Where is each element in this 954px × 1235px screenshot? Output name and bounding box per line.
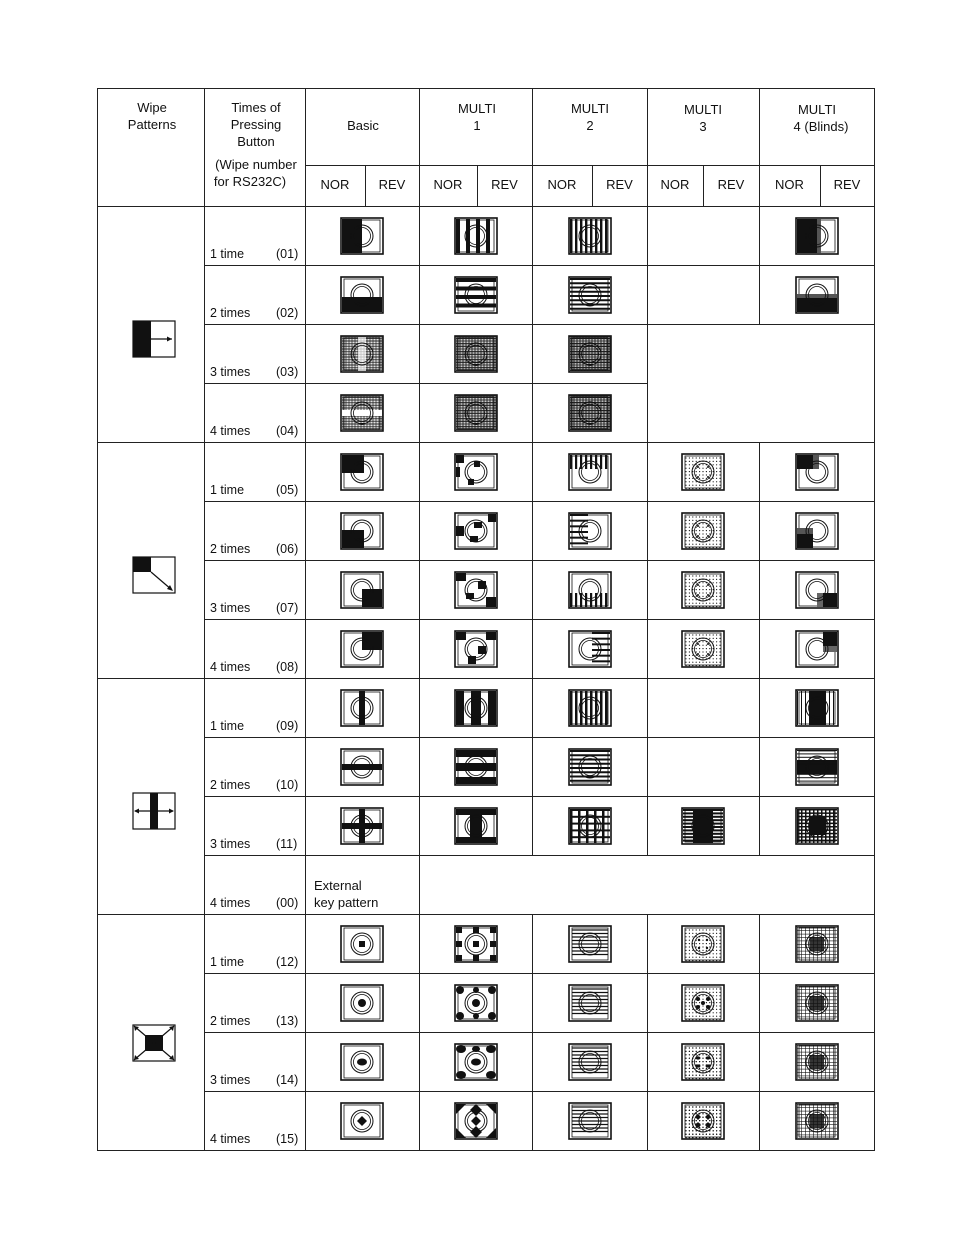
grid-line: [759, 796, 760, 856]
row-divider: [204, 560, 875, 561]
grid-line: [647, 678, 648, 738]
row-divider: [204, 383, 648, 384]
wipe-thumbnail: [340, 335, 384, 373]
wipe-thumbnail: [795, 748, 839, 786]
times-label: 3 times: [210, 1073, 251, 1087]
wipe-patterns-header: Patterns: [127, 117, 177, 132]
grid-line: [647, 501, 648, 561]
multi2-header: MULTI: [570, 101, 610, 116]
grid-line: [647, 914, 648, 974]
nor-header: NOR: [320, 177, 350, 192]
rev-header: REV: [606, 177, 633, 192]
row-divider: [204, 855, 875, 856]
wipe-thumbnail: [795, 1043, 839, 1081]
wipe-thumbnail: [568, 1043, 612, 1081]
grid-line: [647, 206, 648, 266]
wipe-number-label: (03): [276, 365, 299, 379]
wipe-thumbnail: [340, 925, 384, 963]
rev-header: REV: [833, 177, 861, 192]
wipe-thumbnail: [568, 217, 612, 255]
times-label: 3 times: [210, 837, 251, 851]
wipe-thumbnail: [340, 748, 384, 786]
wipe-thumbnail: [340, 689, 384, 727]
wipe-thumbnail: [681, 453, 725, 491]
header-divider: [305, 165, 875, 166]
rev-header: REV: [491, 177, 518, 192]
times-label: 1 time: [210, 955, 245, 969]
grid-line: [647, 324, 648, 384]
external-key-label: External: [314, 878, 362, 893]
wipe-number-label: (14): [276, 1073, 299, 1087]
nor-header: NOR: [547, 177, 577, 192]
box-wipe-icon: [132, 1024, 176, 1062]
wipe-thumbnail: [568, 453, 612, 491]
nor-header: NOR: [660, 177, 690, 192]
grid-line: [759, 442, 760, 502]
grid-line: [419, 265, 420, 325]
row-divider: [204, 324, 875, 325]
wipe-thumbnail: [340, 1102, 384, 1140]
grid-line: [419, 973, 420, 1033]
grid-line: [759, 973, 760, 1033]
times-header: for RS232C): [213, 174, 287, 189]
multi1-header: 1: [473, 118, 481, 133]
grid-line: [647, 560, 648, 620]
grid-line: [759, 501, 760, 561]
multi2-header: 2: [586, 118, 594, 133]
wipe-thumbnail: [340, 630, 384, 668]
grid-line: [419, 678, 420, 738]
grid-line: [759, 914, 760, 974]
grid-line: [419, 1091, 420, 1151]
external-key-label: key pattern: [314, 895, 379, 910]
wipe-thumbnail: [568, 748, 612, 786]
grid-line: [419, 1032, 420, 1092]
times-label: 2 times: [210, 1014, 251, 1028]
wipe-number-label: (13): [276, 1014, 299, 1028]
wipe-thumbnail: [568, 925, 612, 963]
times-header: Times of: [231, 100, 281, 115]
wipe-number-label: (00): [276, 896, 299, 910]
grid-line: [532, 914, 533, 974]
rev-header: REV: [717, 177, 745, 192]
grid-line: [647, 619, 648, 679]
wipe-thumbnail: [454, 925, 498, 963]
times-header: Pressing: [230, 117, 282, 132]
wipe-thumbnail: [454, 748, 498, 786]
times-header: (Wipe number: [215, 157, 297, 172]
wipe-number-label: (07): [276, 601, 299, 615]
grid-line: [532, 324, 533, 384]
wipe-thumbnail: [681, 807, 725, 845]
wipe-number-label: (15): [276, 1132, 299, 1146]
wipe-thumbnail: [795, 1102, 839, 1140]
multi3-header: 3: [699, 119, 707, 134]
wipe-thumbnail: [454, 512, 498, 550]
times-label: 4 times: [210, 660, 251, 674]
wipe-thumbnail: [681, 571, 725, 609]
grid-line: [305, 206, 306, 1151]
wipe-pattern-table: [97, 88, 874, 1150]
grid-line: [419, 796, 420, 856]
wipe-thumbnail: [568, 512, 612, 550]
wipe-thumbnail: [454, 217, 498, 255]
grid-line: [647, 737, 648, 797]
grid-line: [647, 1091, 648, 1151]
multi3-header: MULTI: [683, 102, 723, 117]
grid-line: [759, 737, 760, 797]
grid-line: [532, 206, 533, 266]
grid-line: [532, 265, 533, 325]
times-label: 4 times: [210, 896, 251, 910]
grid-line: [419, 560, 420, 620]
horizontal-wipe-icon: [132, 320, 176, 358]
times-label: 2 times: [210, 542, 251, 556]
wipe-thumbnail: [795, 925, 839, 963]
wipe-number-label: (11): [276, 837, 298, 851]
grid-line: [419, 383, 420, 443]
grid-line: [647, 383, 648, 443]
grid-line: [647, 265, 648, 325]
times-label: 1 time: [210, 719, 245, 733]
wipe-thumbnail: [340, 217, 384, 255]
grid-line: [532, 1032, 533, 1092]
times-label: 4 times: [210, 1132, 251, 1146]
grid-line: [532, 619, 533, 679]
table-left-border: [97, 88, 98, 1151]
wipe-thumbnail: [454, 984, 498, 1022]
wipe-thumbnail: [454, 1043, 498, 1081]
row-divider: [204, 1032, 875, 1033]
grid-line: [419, 914, 420, 974]
grid-line: [532, 442, 533, 502]
wipe-thumbnail: [454, 571, 498, 609]
wipe-number-label: (09): [276, 719, 299, 733]
grid-line: [532, 383, 533, 443]
split-wipe-icon: [132, 792, 176, 830]
multi4-header: MULTI: [797, 102, 837, 117]
wipe-number-label: (08): [276, 660, 299, 674]
grid-line: [532, 501, 533, 561]
wipe-thumbnail: [681, 1102, 725, 1140]
grid-line: [532, 678, 533, 738]
grid-line: [532, 1091, 533, 1151]
wipe-thumbnail: [795, 453, 839, 491]
row-divider: [204, 796, 875, 797]
corner-wipe-icon: [132, 556, 176, 594]
row-divider: [204, 973, 875, 974]
grid-line: [759, 1091, 760, 1151]
wipe-thumbnail: [681, 984, 725, 1022]
wipe-thumbnail: [568, 984, 612, 1022]
wipe-thumbnail: [454, 335, 498, 373]
grid-line: [759, 265, 760, 325]
row-divider: [204, 1091, 875, 1092]
rev-header: REV: [378, 177, 406, 192]
multi4-header: 4 (Blinds): [793, 119, 849, 134]
wipe-number-label: (06): [276, 542, 299, 556]
wipe-thumbnail: [795, 689, 839, 727]
grid-line: [532, 973, 533, 1033]
grid-line: [532, 737, 533, 797]
grid-line: [419, 737, 420, 797]
row-divider: [204, 737, 875, 738]
times-label: 4 times: [210, 424, 251, 438]
grid-line: [419, 206, 420, 266]
row-divider: [204, 265, 875, 266]
times-header: Button: [237, 134, 275, 149]
wipe-thumbnail: [795, 571, 839, 609]
times-label: 2 times: [210, 306, 251, 320]
wipe-thumbnail: [681, 512, 725, 550]
grid-line: [532, 796, 533, 856]
wipe-patterns-header: Wipe: [137, 100, 167, 115]
wipe-thumbnail: [568, 807, 612, 845]
grid-line: [419, 619, 420, 679]
grid-line: [419, 855, 420, 915]
wipe-thumbnail: [340, 276, 384, 314]
nor-header: NOR: [433, 177, 463, 192]
grid-line: [419, 501, 420, 561]
wipe-thumbnail: [795, 217, 839, 255]
wipe-thumbnail: [454, 1102, 498, 1140]
wipe-thumbnail: [795, 807, 839, 845]
grid-line: [419, 442, 420, 502]
wipe-thumbnail: [454, 807, 498, 845]
grid-line: [759, 560, 760, 620]
grid-line: [647, 796, 648, 856]
wipe-number-label: (05): [276, 483, 299, 497]
wipe-thumbnail: [454, 689, 498, 727]
grid-line: [532, 560, 533, 620]
grid-line: [759, 619, 760, 679]
times-label: 2 times: [210, 778, 251, 792]
grid-line: [419, 324, 420, 384]
wipe-thumbnail: [454, 630, 498, 668]
nor-header: NOR: [775, 177, 804, 192]
wipe-thumbnail: [454, 394, 498, 432]
wipe-thumbnail: [568, 630, 612, 668]
times-label: 3 times: [210, 365, 251, 379]
basic-header: Basic: [347, 118, 379, 133]
grid-line: [204, 206, 205, 1151]
row-divider: [204, 619, 875, 620]
wipe-thumbnail: [568, 276, 612, 314]
grid-line: [759, 678, 760, 738]
wipe-thumbnail: [340, 512, 384, 550]
wipe-thumbnail: [681, 1043, 725, 1081]
wipe-thumbnail: [340, 984, 384, 1022]
wipe-thumbnail: [568, 689, 612, 727]
wipe-thumbnail: [795, 276, 839, 314]
wipe-thumbnail: [568, 394, 612, 432]
times-label: 3 times: [210, 601, 251, 615]
times-label: 1 time: [210, 483, 245, 497]
wipe-thumbnail: [340, 1043, 384, 1081]
wipe-thumbnail: [340, 807, 384, 845]
grid-line: [647, 973, 648, 1033]
wipe-number-label: (12): [276, 955, 299, 969]
wipe-number-label: (10): [276, 778, 299, 792]
wipe-thumbnail: [681, 925, 725, 963]
wipe-thumbnail: [795, 630, 839, 668]
wipe-thumbnail: [568, 335, 612, 373]
wipe-thumbnail: [340, 394, 384, 432]
wipe-thumbnail: [454, 453, 498, 491]
wipe-number-label: (01): [276, 247, 299, 261]
grid-line: [647, 1032, 648, 1092]
grid-line: [759, 206, 760, 266]
wipe-thumbnail: [454, 276, 498, 314]
wipe-thumbnail: [568, 571, 612, 609]
wipe-thumbnail: [568, 1102, 612, 1140]
multi1-header: MULTI: [457, 101, 497, 116]
times-label: 1 time: [210, 247, 245, 261]
wipe-number-label: (04): [276, 424, 299, 438]
wipe-thumbnail: [340, 453, 384, 491]
grid-line: [759, 1032, 760, 1092]
row-divider: [204, 501, 875, 502]
wipe-thumbnail: [795, 512, 839, 550]
wipe-thumbnail: [681, 630, 725, 668]
wipe-thumbnail: [795, 984, 839, 1022]
grid-line: [647, 442, 648, 502]
wipe-thumbnail: [340, 571, 384, 609]
wipe-number-label: (02): [276, 306, 299, 320]
